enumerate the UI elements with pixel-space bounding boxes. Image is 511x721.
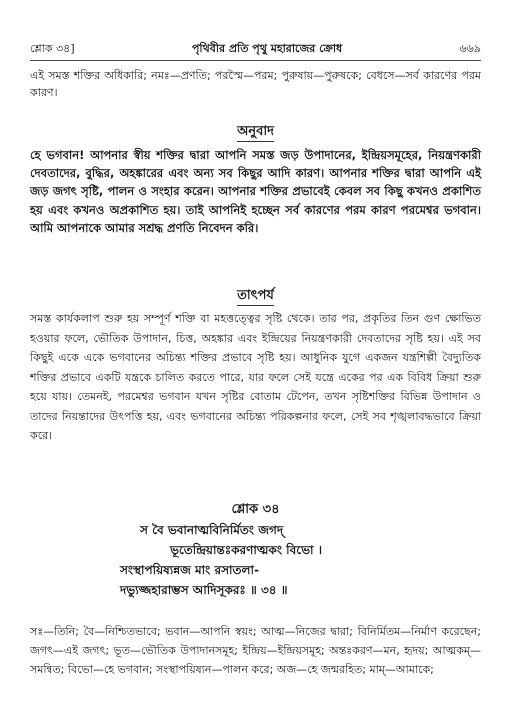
header-chapter-title: পৃথিবীর প্রতি পৃথু মহারাজের ক্রোধ	[191, 41, 343, 55]
verse-line-1: স বৈ ভবানাত্মবিনির্মিতং জগদ্	[140, 523, 284, 537]
page-header	[30, 40, 481, 58]
translation-heading: অনুবাদ	[0, 122, 511, 143]
purport-text: সমস্ত কার্যকলাপ শুরু হয় সম্পূর্ণ শক্তি বা মহত্তত্ত্বের সৃষ্টি থেকে। তার পর, প্রকৃতির তিন গুণ ক্ষোভিত হওয়ার ফলে, ভৌতিক উপাদান, চিত্ত, অহঙ্কার এবং ইন্দ্রিয়ের নিয়ন্ত্রণকারী দেবতাদের সৃষ্টি হয়। এই সব কিছুই একে একে ভগবানের অচিন্ত্য শক্তির প্রভাবে সৃষ্টি হয়। আধুনিক যুগে একজন যন্ত্রশিল্পী বৈদ্যুতিক শক্তির প্রভাবে একটি যন্ত্রকে চালিত করতে পারে, যার ফলে সেই যন্ত্রে একের পর এক বিবিধ ক্রিয়া শুরু হয়ে যায়। তেমনই, পরমেশ্বর ভগবান যখন সৃষ্টির বোতাম টেপেন, তখন সৃষ্টিশক্তির বিভিন্ন উপাদান ও তাদের নিয়ন্তাদের উৎপত্তি হয়, এবং ভগবানের অচিন্ত্য পরিকল্পনার ফলে, সেই সব শৃঙ্খলাবদ্ধভাবে ক্রিয়া করে।	[30, 312, 481, 442]
verse-heading: শ্লোক ৩৪	[231, 502, 280, 517]
translation-text: হে ভগবান! আপনার স্বীয় শক্তির দ্বারা আপনি সমস্ত জড় উপাদানের, ইন্দ্রিয়সমূহের, নিয়ন্ত্রণকারী দেবতাদের, বুদ্ধির, অহঙ্কারের এবং অন্য সব কিছুর আদি কারণ। আপনার শক্তির দ্বারা আপনি এই জড় জগৎ সৃষ্টি, পালন ও সংহার করেন। আপনার শক্তির প্রভাবেই কেবল সব কিছু কখনও প্রকাশিত হয় এবং কখনও অপ্রকাশিত হয়। তাই আপনিই হচ্ছেন সর্ব কারণের পরম কারণ পরমেশ্বর ভগবান। আমি আপনাকে আমার সশ্রদ্ধ প্রণতি নিবেদন করি।	[30, 148, 481, 235]
purport-heading: তাৎপর্য	[0, 286, 511, 307]
word-meanings: সঃ—তিনি; বৈ—নিশ্চিতভাবে; ভবান—আপনি স্বয়ং; আত্ম—নিজের দ্বারা; বিনির্মিতম—নির্মাণ করেছেন; জগৎ—এই জগৎ; ভূত—ভৌতিক উপাদানসমূহ; ইন্দ্রিয়—ইন্দ্রিয়সমূহ; অন্তঃকরণ—মন, হৃদয়; আত্মকম্—সমন্বিত; বিভো—হে ভগবান; সংস্থাপয়িষ্যন—পালন করে; অজ—হে জন্মরহিত; মাম্—আমাকে;	[30, 625, 481, 676]
verse-line-3: সংস্থাপয়িষ্যন্নজ মাং রসাতলা-	[120, 563, 259, 577]
verse-line-4: দভ্যুজ্জহারাম্ভস আদিসূকরঃ ॥ ৩৪ ॥	[120, 583, 288, 597]
verse-line-2: ভূতেন্দ্রিয়ান্তঃকরণাত্মকং বিভো ।	[170, 543, 322, 557]
header-verse-ref: শ্লোক ৩৪]	[30, 41, 75, 55]
sanskrit-verse	[60, 520, 471, 600]
word-meanings-continuation: এই সমস্ত শক্তির অধিকারি; নমঃ—প্রণতি; পরস্মৈ—পরম; পুরুষায়—পুরুষকে; বেধসে—সর্ব কারণের পরম কারণ।	[30, 69, 481, 99]
header-divider	[30, 60, 481, 61]
header-page-number: ৬৬৯	[459, 41, 481, 55]
